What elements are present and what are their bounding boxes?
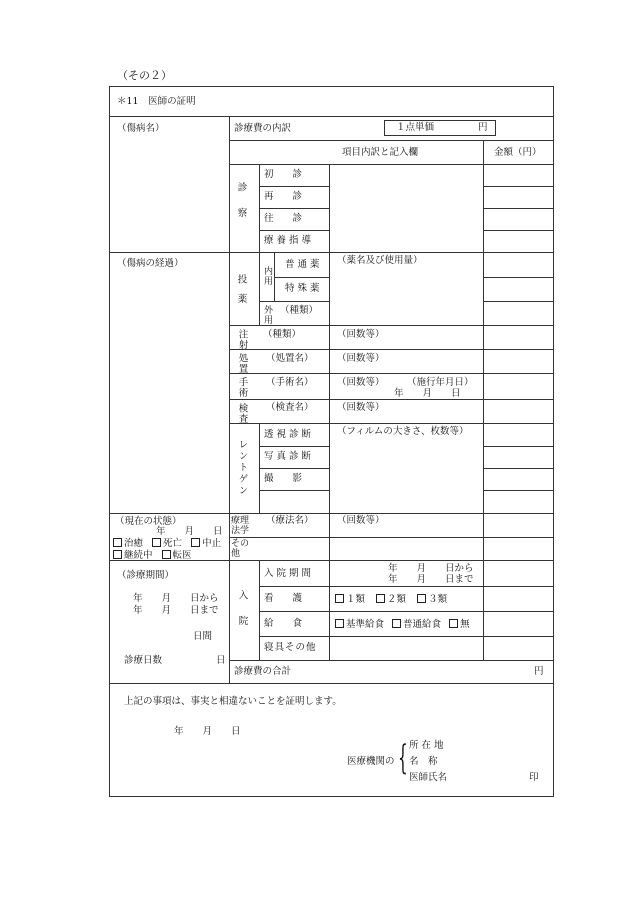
divider [259, 586, 553, 587]
divider [259, 490, 329, 491]
status-date: 年 月 日 [156, 526, 223, 537]
nyuin-category: 入院 [236, 590, 248, 641]
divider [259, 636, 553, 637]
shinsatsu-item: 再 診 [264, 191, 303, 202]
checkbox-kango-2[interactable]: ２類 [376, 594, 406, 605]
kyushoku-label: 給 食 [264, 618, 303, 629]
kyushoku-options [335, 619, 470, 630]
amount-row-line [483, 490, 553, 491]
ryouhou-category: 療理法学 [231, 516, 250, 536]
amount-row-line [483, 230, 553, 231]
checkbox-kijun-kyushoku[interactable]: 基準給食 [335, 619, 384, 630]
touyaku-kind: （種類） [280, 305, 319, 316]
brace: { [398, 738, 408, 778]
section-title: ＊11 医師の証明 [117, 96, 196, 107]
institution-prefix: 医療機関の [347, 756, 395, 767]
certification-statement: 上記の事項は、事実と相違ないことを証明します。 [124, 696, 342, 707]
kango-label: 看 護 [264, 593, 303, 604]
gaiyou-label: 外用 [262, 305, 272, 325]
form-frame [109, 86, 554, 797]
status-row-2 [113, 550, 192, 561]
xray-item: 透視診断 [264, 429, 315, 440]
divider [259, 301, 329, 302]
sonota-category: その他 [231, 539, 250, 559]
shinsatsu-item: 初 診 [264, 169, 303, 180]
items-header: 項目内訳と記入欄 [342, 147, 419, 158]
kango-options [335, 594, 447, 605]
divider [274, 277, 329, 278]
divider [483, 140, 484, 660]
divider [259, 560, 260, 660]
address-label: 所在地 [409, 740, 447, 751]
checkbox-healed[interactable]: 治癒 [113, 538, 143, 549]
period-to: 年 月 日まで [133, 605, 219, 616]
divider [259, 611, 553, 612]
xray-note: （フィルムの大きさ、枚数等） [337, 426, 469, 437]
touyaku-note: （薬名及び使用量） [337, 255, 423, 266]
period-days: 日間 [193, 631, 213, 642]
shujutsu-date: 年 月 日 [394, 388, 461, 399]
treatment-days-label: 診療日数 [124, 655, 163, 666]
checkbox-transferred[interactable]: 転医 [162, 550, 192, 561]
total-label: 診療費の合計 [234, 666, 292, 677]
status-row-1 [113, 538, 221, 549]
divider [229, 513, 553, 514]
divider [259, 186, 329, 187]
shingu-label: 寝具その他 [264, 642, 317, 653]
treatment-period-label: （診療期間） [117, 570, 175, 581]
nyuin-period-to: 年 月 日まで [388, 574, 474, 585]
shujutsu-date-label: （施行年月日） [407, 377, 474, 388]
amount-row-line [483, 208, 553, 209]
ryouhou-kind: （療法名） [266, 515, 314, 526]
period-from: 年 月 日から [133, 593, 219, 604]
divider [229, 537, 553, 538]
xray-item: 撮 影 [264, 473, 303, 484]
checkbox-kango-1[interactable]: １類 [335, 594, 365, 605]
doctor-name-label: 医師氏名 [409, 772, 448, 783]
checkbox-died[interactable]: 死亡 [152, 538, 182, 549]
amount-row-line [483, 468, 553, 469]
divider [259, 468, 329, 469]
chusha-count: （回数等） [337, 329, 385, 340]
disease-name-label: （傷病名） [117, 123, 165, 134]
divider [229, 325, 553, 326]
divider [259, 446, 329, 447]
divider [259, 230, 329, 231]
divider [229, 560, 553, 561]
touyaku-category: 投薬 [235, 274, 247, 313]
checkbox-kango-3[interactable]: ３類 [417, 594, 447, 605]
divider [229, 349, 553, 350]
futsu-yaku: 普通薬 [285, 259, 323, 270]
shochi-count: （回数等） [337, 353, 385, 364]
shujutsu-kind: （手術名） [266, 377, 314, 388]
divider [109, 252, 229, 253]
shinsatsu-category: 診察 [235, 182, 247, 233]
chusha-kind: （種類） [263, 329, 302, 340]
total-unit: 円 [534, 666, 544, 677]
xray-item: 写真診断 [264, 451, 315, 462]
institution-name-label: 名 称 [409, 756, 438, 767]
naiyou-label: 内用 [262, 266, 272, 286]
checkbox-continuing[interactable]: 継続中 [113, 550, 153, 561]
shinsatsu-item: 往 診 [264, 213, 303, 224]
unit-price-yen: 円 [478, 122, 488, 133]
divider [229, 252, 553, 253]
current-status-label: （現在の状態） [115, 516, 182, 527]
page-label: （その２） [117, 69, 172, 82]
divider [109, 683, 553, 684]
nyuin-period-label: 入院期間 [264, 568, 315, 579]
breakdown-label: 診療費の内訳 [234, 123, 292, 134]
divider [229, 423, 553, 424]
disease-course-label: （傷病の経過） [117, 258, 184, 269]
kensa-kind: （検査名） [266, 402, 314, 413]
certification-date: 年 月 日 [174, 726, 241, 737]
kensa-count: （回数等） [337, 402, 385, 413]
ryouhou-count: （回数等） [337, 515, 385, 526]
divider [229, 399, 553, 400]
amount-row-line [483, 186, 553, 187]
nyuin-period-from: 年 月 日から [388, 563, 474, 574]
shochi-category: 処置 [236, 353, 248, 374]
divider [229, 660, 553, 661]
divider [229, 164, 553, 165]
amount-header: 金額（円） [494, 147, 542, 158]
divider [109, 513, 229, 514]
shujutsu-count: （回数等） [337, 377, 385, 388]
checkbox-futsu-kyushoku[interactable]: 普通給食 [392, 619, 441, 630]
divider [229, 373, 553, 374]
divider [229, 140, 553, 141]
chusha-category: 注射 [236, 329, 248, 350]
checkbox-discontinued[interactable]: 中止 [191, 538, 221, 549]
kensa-category: 検査 [236, 403, 248, 424]
unit-price-label: １点単価 [396, 122, 435, 133]
shochi-kind: （処置名） [266, 353, 314, 364]
seal-mark: 印 [529, 772, 539, 783]
divider [259, 208, 329, 209]
xray-category: レントゲン [236, 439, 248, 497]
tokushu-yaku: 特殊薬 [285, 283, 323, 294]
amount-row-line [483, 301, 553, 302]
checkbox-kyushoku-none[interactable]: 無 [449, 619, 470, 630]
divider [109, 116, 553, 117]
amount-row-line [483, 277, 553, 278]
shujutsu-category: 手術 [236, 377, 248, 398]
shinsatsu-item: 療養指導 [264, 235, 315, 246]
amount-row-line [483, 446, 553, 447]
divider [259, 252, 260, 325]
treatment-days-unit: 日 [216, 655, 226, 666]
